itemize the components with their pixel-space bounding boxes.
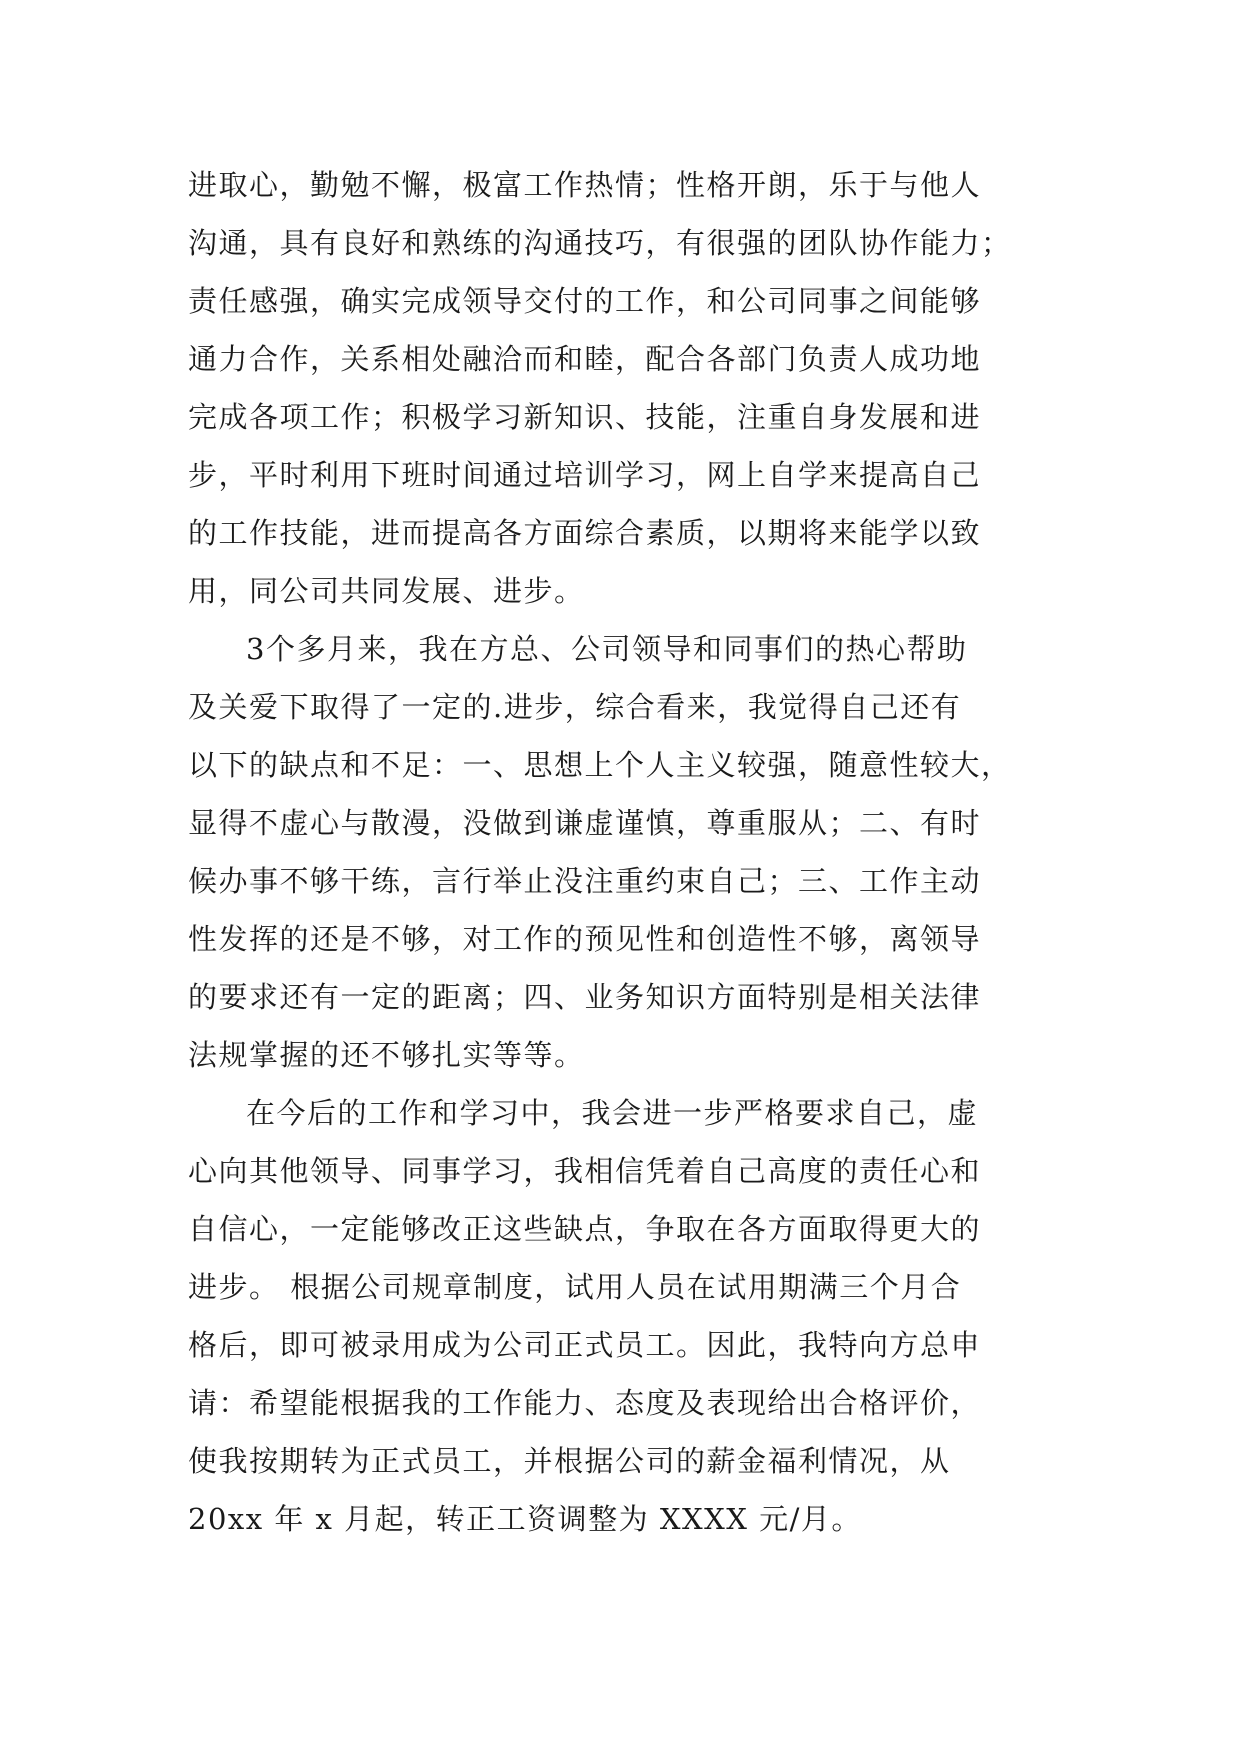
text-line: 心向其他领导、同事学习，我相信凭着自己高度的责任心和 — [188, 1154, 982, 1188]
text-line: 通力合作，关系相处融洽而和睦，配合各部门负责人成功地 — [188, 342, 982, 376]
text-line: 在今后的工作和学习中，我会进一步严格要求自己，虚 — [246, 1096, 979, 1130]
text-line: 及关爱下取得了一定的.进步，综合看来，我觉得自己还有 — [188, 690, 962, 724]
text-line: 自信心，一定能够改正这些缺点，争取在各方面取得更大的 — [188, 1212, 982, 1246]
text-line: 用，同公司共同发展、进步。 — [188, 574, 585, 608]
text-line: 的工作技能，进而提高各方面综合素质，以期将来能学以致 — [188, 516, 982, 550]
text-line: 责任感强，确实完成领导交付的工作，和公司同事之间能够 — [188, 284, 982, 318]
text-line: 请：希望能根据我的工作能力、态度及表现给出合格评价， — [188, 1386, 982, 1420]
text-line: 以下的缺点和不足：一、思想上个人主义较强，随意性较大， — [188, 748, 1012, 782]
paragraph-3 — [188, 1084, 1058, 1548]
text-line: 使我按期转为正式员工，并根据公司的薪金福利情况，从 — [188, 1444, 951, 1478]
text-line: 候办事不够干练，言行举止没注重约束自己；三、工作主动 — [188, 864, 982, 898]
text-line: 格后，即可被录用成为公司正式员工。因此，我特向方总申 — [188, 1328, 982, 1362]
text-line: 进步。 根据公司规章制度，试用人员在试用期满三个月合 — [188, 1270, 962, 1304]
text-line: 法规掌握的还不够扎实等等。 — [188, 1038, 585, 1072]
text-line: 完成各项工作；积极学习新知识、技能，注重自身发展和进 — [188, 400, 982, 434]
text-line: 的要求还有一定的距离；四、业务知识方面特别是相关法律 — [188, 980, 982, 1014]
text-line: 沟通，具有良好和熟练的沟通技巧，有很强的团队协作能力； — [188, 226, 1012, 260]
text-line: 20xx 年 x 月起，转正工资调整为 XXXX 元/月。 — [188, 1502, 862, 1536]
document-body — [188, 156, 1058, 1548]
text-line: 进取心，勤勉不懈，极富工作热情；性格开朗，乐于与他人 — [188, 168, 982, 202]
text-line: 性发挥的还是不够，对工作的预见性和创造性不够，离领导 — [188, 922, 982, 956]
text-line: 步，平时利用下班时间通过培训学习，网上自学来提高自己 — [188, 458, 982, 492]
text-line: 显得不虚心与散漫，没做到谦虚谨慎，尊重服从；二、有时 — [188, 806, 982, 840]
paragraph-1 — [188, 156, 1058, 620]
text-line: 3个多月来，我在方总、公司领导和同事们的热心帮助 — [246, 632, 968, 666]
paragraph-2 — [188, 620, 1058, 1084]
